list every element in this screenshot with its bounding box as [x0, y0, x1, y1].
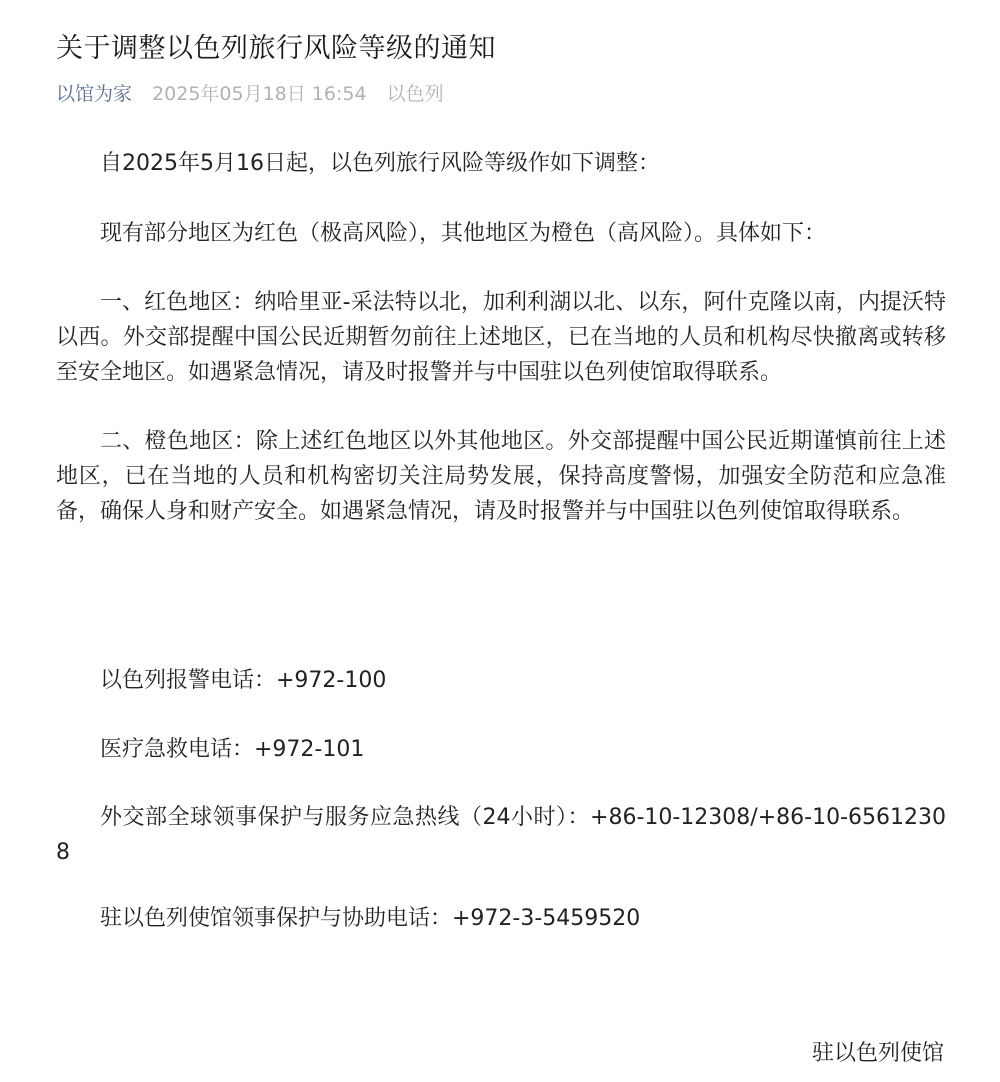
- contact-consular-hotline: 外交部全球领事保护与服务应急热线（24小时）：+86-10-12308/+86-10-65612308: [56, 805, 946, 865]
- contact-medical: 医疗急救电话：+972-101: [100, 737, 365, 762]
- paragraph-red-zone: 一、红色地区：纳哈里亚-采法特以北，加利利湖以北、以东，阿什克隆以南，内提沃特以西。外交部提醒中国公民近期暂勿前往上述地区，已在当地的人员和机构尽快撤离或转移至安全地区。如遇紧急情况，请及时报警并与中国驻以色列使馆取得联系。: [56, 290, 946, 385]
- paragraph-orange-zone: 二、橙色地区：除上述红色地区以外其他地区。外交部提醒中国公民近期谨慎前往上述地区，已在当地的人员和机构密切关注局势发展，保持高度警惕，加强安全防范和应急准备，确保人身和财产安全。如遇紧急情况，请及时报警并与中国驻以色列使馆取得联系。: [56, 429, 946, 524]
- contact-embassy: 驻以色列使馆领事保护与协助电话：+972-3-5459520: [100, 906, 641, 931]
- signature: 驻以色列使馆: [811, 1041, 944, 1066]
- paragraph-summary: 现有部分地区为红色（极高风险），其他地区为橙色（高风险）。具体如下：: [100, 221, 827, 246]
- paragraph-intro: 自2025年5月16日起，以色列旅行风险等级作如下调整：: [100, 151, 660, 176]
- article-title: 关于调整以色列旅行风险等级的通知: [56, 33, 496, 64]
- contact-police: 以色列报警电话：+972-100: [100, 668, 387, 693]
- publish-datetime: 2025年05月18日 16:54: [152, 83, 367, 105]
- account-name-link[interactable]: 以馆为家: [56, 83, 133, 105]
- publish-location: 以色列: [386, 83, 444, 105]
- article-meta: [56, 79, 458, 106]
